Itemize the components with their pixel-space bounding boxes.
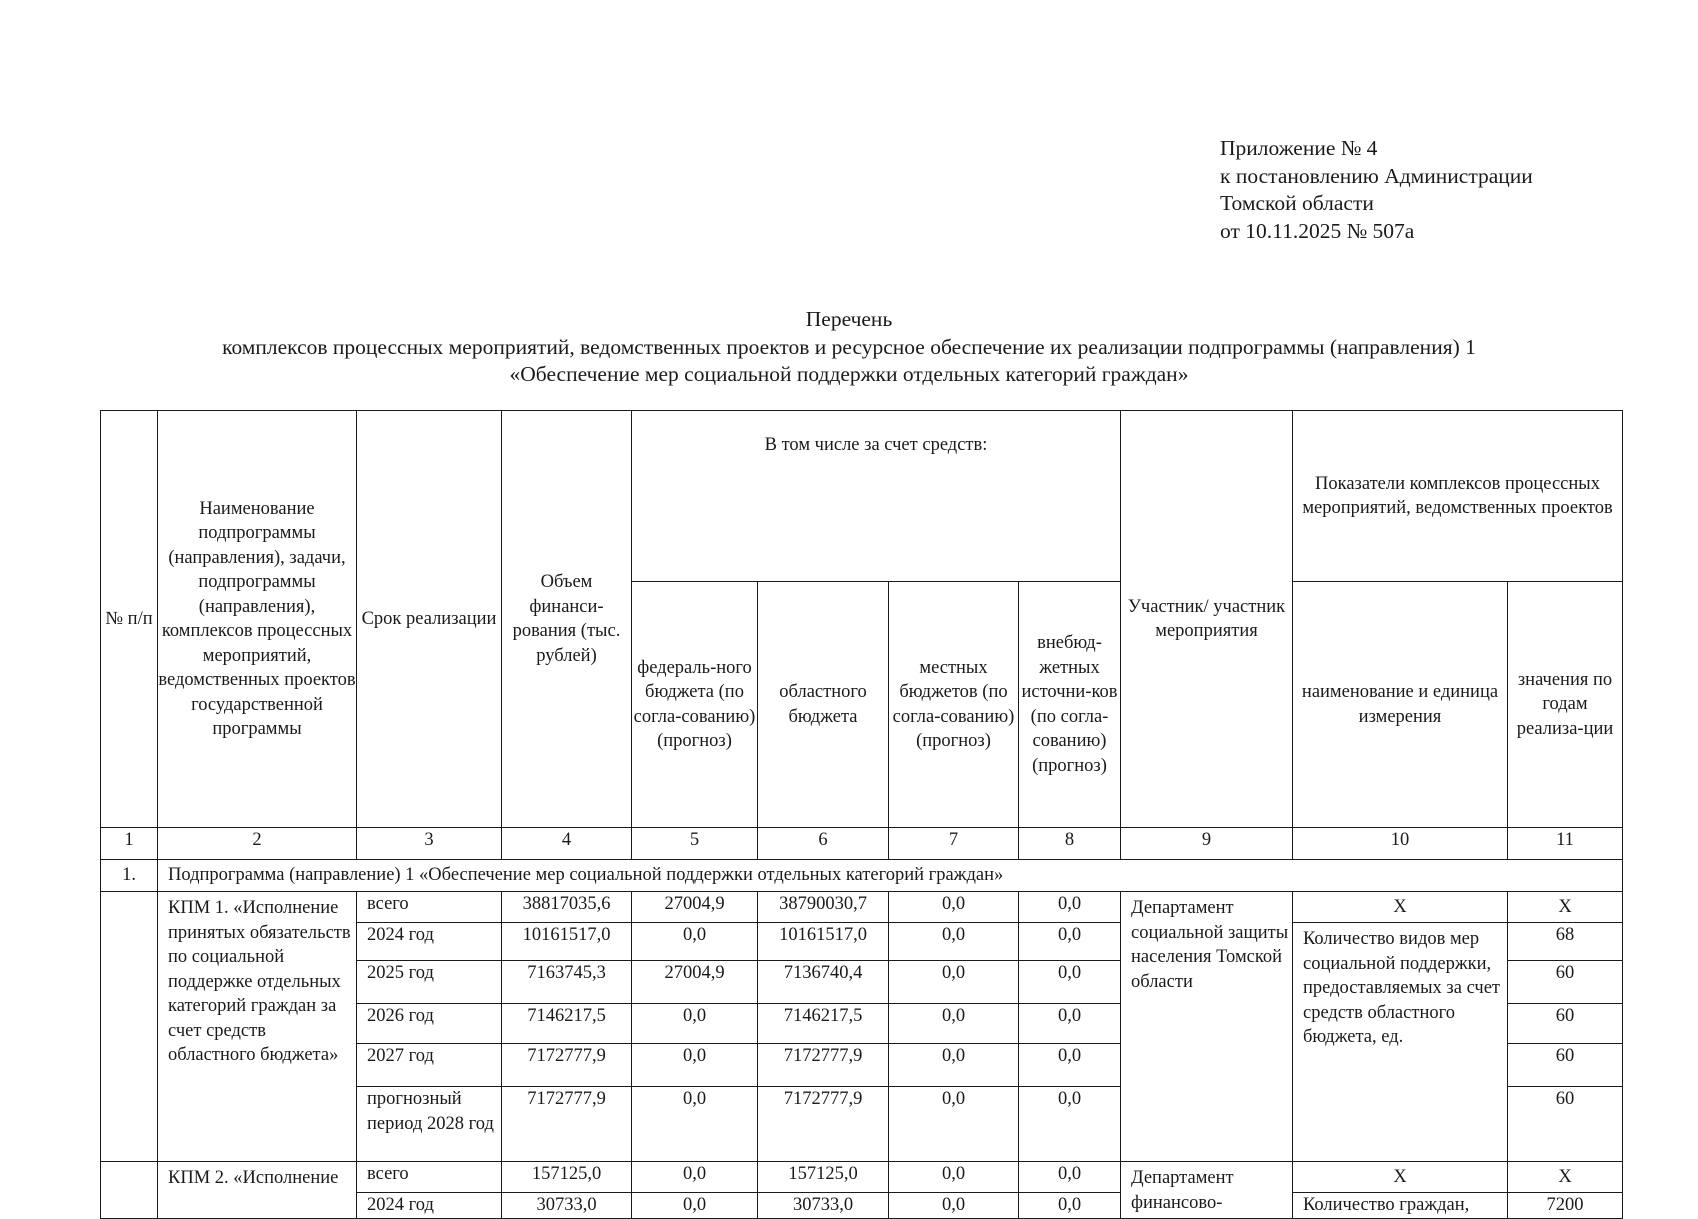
- indicator-total-cell: Х: [1293, 1162, 1508, 1193]
- annex-line: к постановлению Администрации: [1220, 163, 1533, 188]
- empty-cell: [101, 1162, 158, 1219]
- total-cell: 7163745,3: [502, 961, 632, 1004]
- period-cell: всего: [357, 1162, 502, 1193]
- indicator-total-cell: Х: [1293, 892, 1508, 923]
- header-indicator-name: наименование и единица измерения: [1293, 582, 1508, 828]
- period-cell: 2027 год: [357, 1044, 502, 1087]
- total-cell: 7172777,9: [502, 1044, 632, 1087]
- period-cell: 2024 год: [357, 1193, 502, 1219]
- federal-cell: 0,0: [632, 1087, 758, 1162]
- column-number: 9: [1121, 828, 1293, 860]
- regional-cell: 7146217,5: [758, 1004, 889, 1044]
- column-numbers-row: [101, 828, 1623, 860]
- header-extrabudgetary: внебюд-жетных источни-ков (по согла-сованию) (прогноз): [1019, 582, 1121, 828]
- column-number: 1: [101, 828, 158, 860]
- kpm1-indicator: Количество видов мер социальной поддержки, предоставляемых за счет средств областного бюджета, ед.: [1293, 923, 1508, 1162]
- total-cell: 10161517,0: [502, 923, 632, 961]
- local-cell: 0,0: [889, 1087, 1019, 1162]
- column-number: 5: [632, 828, 758, 860]
- local-cell: 0,0: [889, 1162, 1019, 1193]
- period-cell: всего: [357, 892, 502, 923]
- subprogram-row: [101, 860, 1623, 892]
- regional-cell: 7172777,9: [758, 1044, 889, 1087]
- value-cell: 68: [1508, 923, 1623, 961]
- header-participant: Участник/ участник мероприятия: [1121, 411, 1293, 828]
- value-cell: 60: [1508, 1044, 1623, 1087]
- total-cell: 7172777,9: [502, 1087, 632, 1162]
- subprogram-number: 1.: [101, 860, 158, 892]
- federal-cell: 0,0: [632, 1004, 758, 1044]
- local-cell: 0,0: [889, 923, 1019, 961]
- local-cell: 0,0: [889, 1044, 1019, 1087]
- header-funding-group: В том числе за счет средств:: [632, 411, 1121, 582]
- kpm1-participant: Департамент социальной защиты населения Томской области: [1121, 892, 1293, 1162]
- empty-cell: [101, 892, 158, 1162]
- table-row: [101, 1162, 1623, 1193]
- total-cell: 7146217,5: [502, 1004, 632, 1044]
- annex-line: Приложение № 4: [1220, 136, 1378, 160]
- extra-cell: 0,0: [1019, 923, 1121, 961]
- extra-cell: 0,0: [1019, 1087, 1121, 1162]
- value-total-cell: Х: [1508, 892, 1623, 923]
- federal-cell: 0,0: [632, 1044, 758, 1087]
- period-cell: 2025 год: [357, 961, 502, 1004]
- title-line: Перечень: [805, 307, 893, 331]
- federal-cell: 0,0: [632, 1162, 758, 1193]
- period-cell: 2024 год: [357, 923, 502, 961]
- value-cell: 7200: [1508, 1193, 1623, 1219]
- regional-cell: 38790030,7: [758, 892, 889, 923]
- header-local: местных бюджетов (по согла-сованию) (прогноз): [889, 582, 1019, 828]
- header-regional: областного бюджета: [758, 582, 889, 828]
- extra-cell: 0,0: [1019, 1162, 1121, 1193]
- column-number: 2: [158, 828, 357, 860]
- extra-cell: 0,0: [1019, 961, 1121, 1004]
- kpm2-participant: Департамент финансово-: [1121, 1162, 1293, 1219]
- federal-cell: 0,0: [632, 1193, 758, 1219]
- column-number: 11: [1508, 828, 1623, 860]
- column-number: 8: [1019, 828, 1121, 860]
- regional-cell: 157125,0: [758, 1162, 889, 1193]
- local-cell: 0,0: [889, 961, 1019, 1004]
- regional-cell: 7136740,4: [758, 961, 889, 1004]
- total-cell: 30733,0: [502, 1193, 632, 1219]
- table-row: [101, 892, 1623, 923]
- extra-cell: 0,0: [1019, 1193, 1121, 1219]
- value-cell: 60: [1508, 1087, 1623, 1162]
- federal-cell: 0,0: [632, 923, 758, 961]
- column-number: 3: [357, 828, 502, 860]
- kpm2-name: КПМ 2. «Исполнение: [158, 1162, 357, 1219]
- value-cell: 60: [1508, 961, 1623, 1004]
- title-line: комплексов процессных мероприятий, ведомственных проектов и ресурсное обеспечение их реализации подпрограммы (направления) 1: [222, 334, 1476, 359]
- column-number: 7: [889, 828, 1019, 860]
- measures-table: [100, 410, 1623, 1219]
- kpm2-indicator: Количество граждан,: [1293, 1193, 1508, 1219]
- header-number: № п/п: [101, 411, 158, 828]
- value-total-cell: Х: [1508, 1162, 1623, 1193]
- subprogram-title: Подпрограмма (направление) 1 «Обеспечение мер социальной поддержки отдельных категорий граждан»: [158, 860, 1623, 892]
- header-federal: федераль-ного бюджета (по согла-сованию) (прогноз): [632, 582, 758, 828]
- total-cell: 157125,0: [502, 1162, 632, 1193]
- regional-cell: 10161517,0: [758, 923, 889, 961]
- kpm1-name: КПМ 1. «Исполнение принятых обязательств по социальной поддержке отдельных категорий граждан за счет средств областного бюджета»: [158, 892, 357, 1162]
- regional-cell: 30733,0: [758, 1193, 889, 1219]
- local-cell: 0,0: [889, 1004, 1019, 1044]
- header-indicators-group: Показатели комплексов процессных мероприятий, ведомственных проектов: [1293, 411, 1623, 582]
- extra-cell: 0,0: [1019, 1004, 1121, 1044]
- header-name: Наименование подпрограммы (направления), задачи, подпрограммы (направления), комплексов процессных мероприятий, ведомственных проектов государственной программы: [158, 411, 357, 828]
- extra-cell: 0,0: [1019, 892, 1121, 923]
- federal-cell: 27004,9: [632, 892, 758, 923]
- federal-cell: 27004,9: [632, 961, 758, 1004]
- header-row: [101, 411, 1623, 582]
- annex-line: Томской области: [1220, 191, 1374, 215]
- column-number: 6: [758, 828, 889, 860]
- annex-line: от 10.11.2025 № 507а: [1220, 218, 1415, 243]
- total-cell: 38817035,6: [502, 892, 632, 923]
- period-cell: прогнозный период 2028 год: [357, 1087, 502, 1162]
- column-number: 4: [502, 828, 632, 860]
- header-term: Срок реализации: [357, 411, 502, 828]
- local-cell: 0,0: [889, 892, 1019, 923]
- value-cell: 60: [1508, 1004, 1623, 1044]
- period-cell: 2026 год: [357, 1004, 502, 1044]
- column-number: 10: [1293, 828, 1508, 860]
- extra-cell: 0,0: [1019, 1044, 1121, 1087]
- regional-cell: 7172777,9: [758, 1087, 889, 1162]
- annex-block: [1220, 135, 1533, 245]
- document-title: [60, 306, 1638, 389]
- local-cell: 0,0: [889, 1193, 1019, 1219]
- title-line: «Обеспечение мер социальной поддержки отдельных категорий граждан»: [509, 362, 1189, 386]
- header-indicator-values: значения по годам реализа-ции: [1508, 582, 1623, 828]
- header-volume: Объем финанси-рования (тыс. рублей): [502, 411, 632, 828]
